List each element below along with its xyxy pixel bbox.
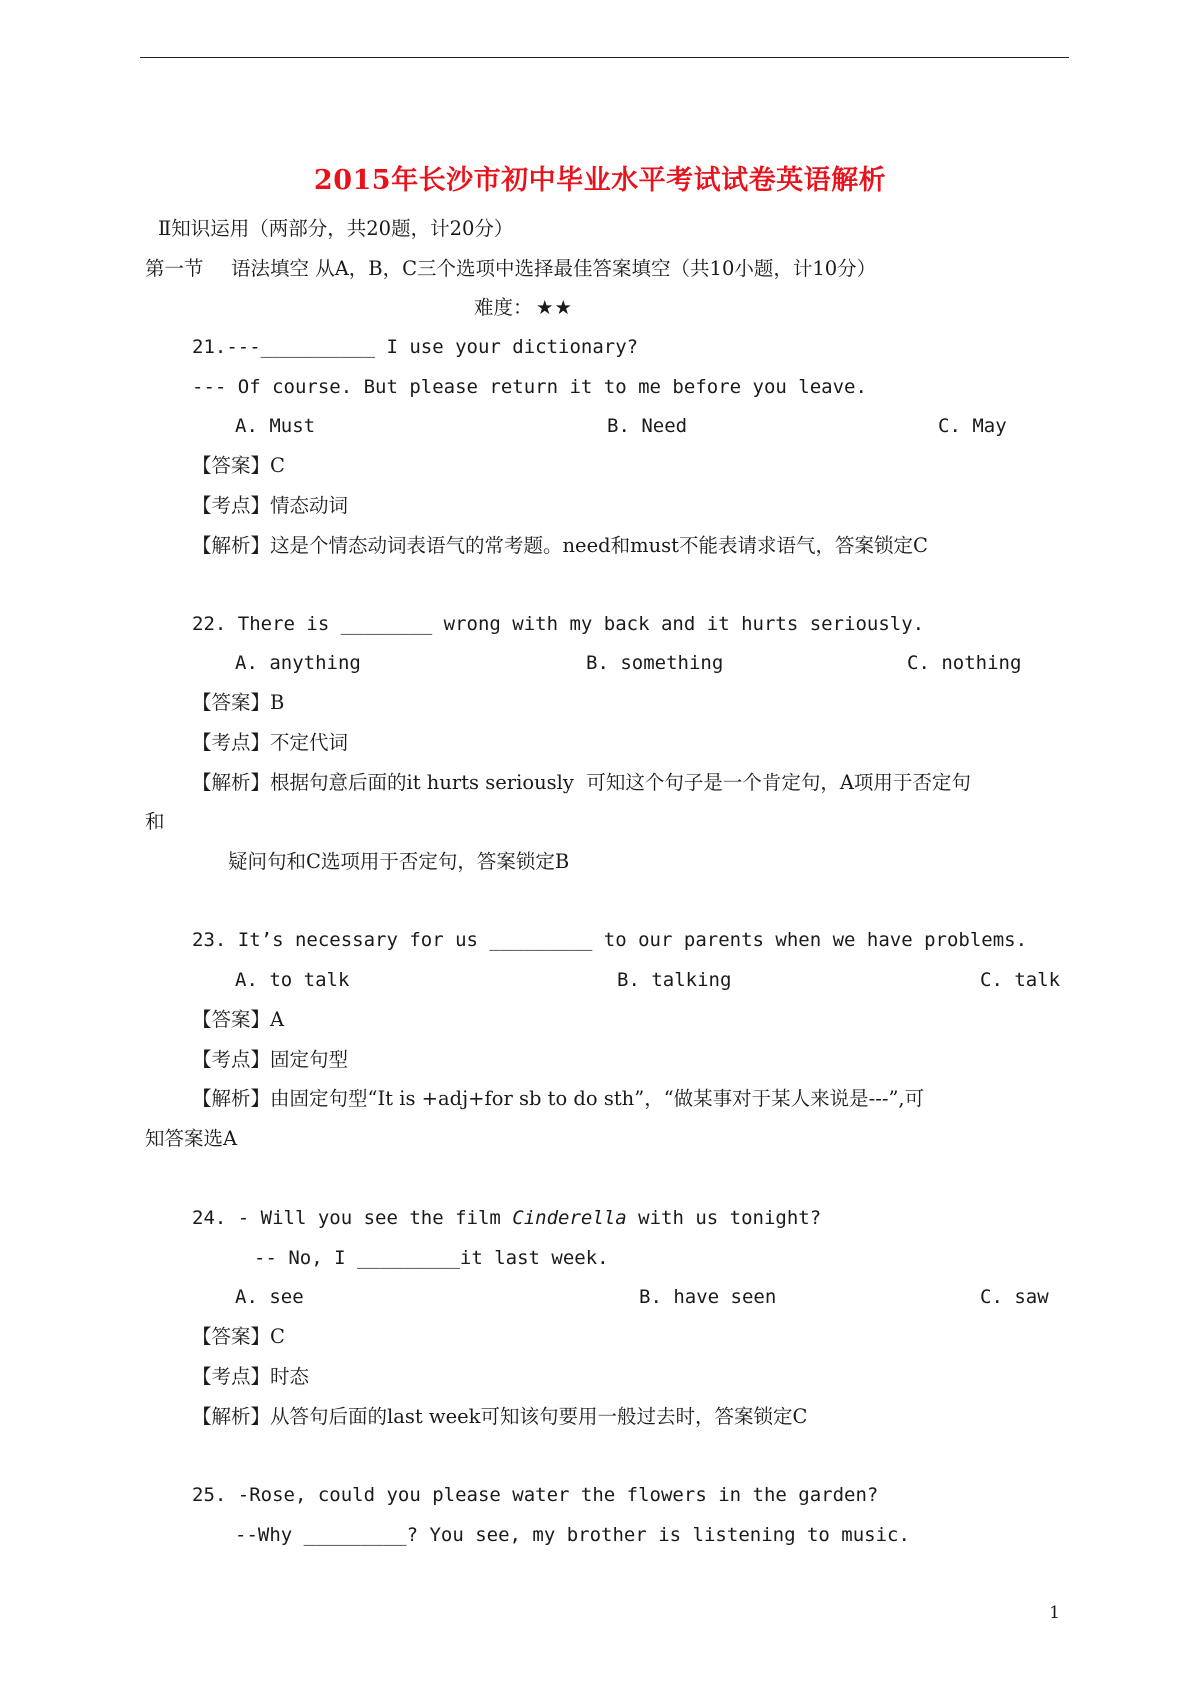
q22-stem: 22. There is ________ wrong with my back and it hurts seriously. xyxy=(192,613,925,635)
q24-stem xyxy=(192,1209,821,1228)
q23-point: 【考点】固定句型 xyxy=(192,1048,349,1071)
q24-film-title: Cinderella xyxy=(512,1207,627,1229)
q22-analysis-line1: 【解析】根据句意后面的it hurts seriously 可知这个句子是一个肯定句，A项用于否定句 xyxy=(192,771,971,794)
q22-option-c: C. nothing xyxy=(907,652,1022,674)
q24-option-a: A. see xyxy=(235,1286,304,1308)
q21-option-b: B. Need xyxy=(607,415,688,437)
q24-reply: -- No, I _________it last week. xyxy=(254,1247,609,1269)
q22-analysis-line2: 和 xyxy=(145,810,165,833)
q22-option-b: B. something xyxy=(586,652,724,674)
difficulty-stars: ★★ xyxy=(536,296,573,319)
q23-answer: 【答案】A xyxy=(192,1008,285,1031)
q21-stem: 21.---__________ I use your dictionary? xyxy=(192,336,639,358)
q24-answer: 【答案】C xyxy=(192,1325,285,1348)
q22-analysis-line3: 疑问句和C选项用于否定句，答案锁定B xyxy=(228,850,570,873)
q21-reply: --- Of course. But please return it to me before you leave. xyxy=(192,376,867,398)
q24-option-b: B. have seen xyxy=(639,1286,777,1308)
q21-answer: 【答案】C xyxy=(192,454,285,477)
q21-option-a: A. Must xyxy=(235,415,316,437)
q24-stem-start: 24. - Will you see the film xyxy=(192,1207,513,1229)
q24-analysis: 【解析】从答句后面的last week可知该句要用一般过去时，答案锁定C xyxy=(192,1405,808,1428)
q23-analysis-line1: 【解析】由固定句型“It is +adj+for sb to do sth”，“做某事对于某人来说是---”,可 xyxy=(192,1087,925,1110)
header-rule xyxy=(140,57,1069,58)
q22-point: 【考点】不定代词 xyxy=(192,731,349,754)
page-number: 1 xyxy=(1049,1603,1060,1623)
q23-option-b: B. talking xyxy=(617,969,732,991)
q21-point: 【考点】情态动词 xyxy=(192,494,349,517)
q23-stem: 23. It’s necessary for us _________ to our parents when we have problems. xyxy=(192,929,1028,951)
q23-option-a: A. to talk xyxy=(235,969,350,991)
section-header: Ⅱ知识运用（两部分，共20题，计20分） xyxy=(158,217,514,240)
page-title: 2015年长沙市初中毕业水平考试试卷英语解析 xyxy=(313,165,887,196)
q23-analysis-line2: 知答案选A xyxy=(145,1127,238,1150)
difficulty-label: 难度： xyxy=(474,296,533,319)
q21-option-c: C. May xyxy=(938,415,1007,437)
q24-point: 【考点】时态 xyxy=(192,1365,310,1388)
q22-option-a: A. anything xyxy=(235,652,361,674)
q23-option-c: C. talk xyxy=(980,969,1061,991)
subsection-text: 语法填空 从A，B，C三个选项中选择最佳答案填空（共10小题，计10分） xyxy=(231,257,877,280)
q22-answer: 【答案】B xyxy=(192,691,285,714)
q24-stem-end: with us tonight? xyxy=(626,1207,822,1229)
q21-analysis: 【解析】这是个情态动词表语气的常考题。need和must不能表请求语气，答案锁定C xyxy=(192,534,928,557)
subsection-label: 第一节 xyxy=(145,257,204,280)
q24-option-c: C. saw xyxy=(980,1286,1049,1308)
q25-stem: 25. -Rose, could you please water the flowers in the garden? xyxy=(192,1484,879,1506)
q25-reply: --Why _________? You see, my brother is listening to music. xyxy=(235,1524,910,1546)
